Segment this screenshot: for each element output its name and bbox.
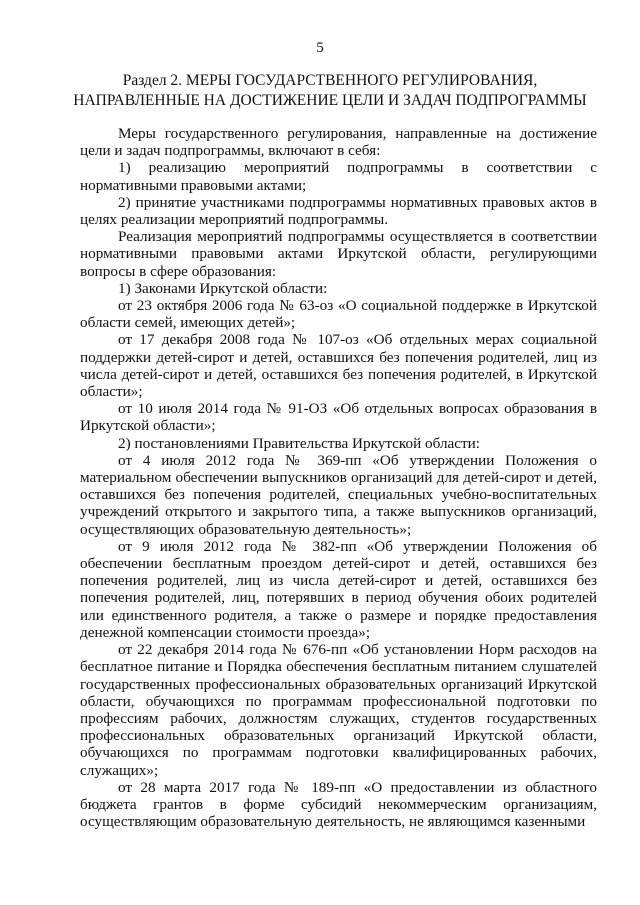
paragraph-resolution-676-pp: от 22 декабря 2014 года № 676-пп «Об установлении Норм расходов на бесплатное питание и Порядка обеспечения бесплатным питанием слушателей государственных профессиональных образовательных организаций Иркутской области, обучающихся по программам профессиональной подготовки по профессиям рабочих, должностям служащих, студентов государственных профессиональных образовательных организаций Иркутской области, обучающихся по программам подготовки квалифицированных рабочих, служащих»;	[80, 641, 597, 779]
paragraph-law-91-oz: от 10 июля 2014 года № 91-ОЗ «Об отдельных вопросах образования в Иркутской области»;	[80, 400, 597, 435]
paragraph-resolution-382-pp: от 9 июля 2012 года № 382-пп «Об утверждении Положения об обеспечении бесплатным проездом детей-сирот и детей, оставшихся без попечения родителей, лиц из числа детей-сирот и детей, оставшихся без попечения родителей, лиц, потерявших в период обучения обоих родителей или единственного родителя, а также о размере и порядке предоставления денежной компенсации стоимости проезда»;	[80, 537, 597, 641]
page-number: 5	[316, 40, 324, 56]
section-heading	[60, 71, 600, 110]
paragraph-law-107-oz: от 17 декабря 2008 года № 107-оз «Об отдельных мерах социальной поддержки детей-сирот и детей, оставшихся без попечения родителей, лиц из числа детей-сирот и детей, оставшихся без попечения родителей, в Иркутской области»;	[80, 331, 597, 401]
paragraph-resolutions-heading: 2) постановлениями Правительства Иркутской области:	[118, 434, 481, 452]
paragraph-resolution-189-pp: от 28 марта 2017 года № 189-пп «О предоставлении из областного бюджета грантов в форме субсидий некоммерческим организациям, осуществляющим образовательную деятельность, не являющимся казенными	[80, 778, 597, 831]
paragraph-intro: Меры государственного регулирования, направленные на достижение цели и задач подпрограммы, включают в себя:	[80, 125, 597, 160]
document-body	[80, 125, 597, 830]
paragraph-item-1: 1) реализацию мероприятий подпрограммы в соответствии с нормативными правовыми актами;	[80, 159, 597, 194]
paragraph-resolution-369-pp: от 4 июля 2012 года № 369-пп «Об утверждении Положения о материальном обеспечении выпускников организаций для детей-сирот и детей, оставшихся без попечения родителей, специальных учебно-воспитательных учреждений открытого и закрытого типа, а также выпускников организаций, осуществляющих образовательную деятельность»;	[80, 451, 597, 538]
paragraph-law-63-oz: от 23 октября 2006 года № 63-оз «О социальной поддержке в Иркутской области семей, имеющих детей»;	[80, 297, 597, 332]
paragraph-implementation: Реализация мероприятий подпрограммы осуществляется в соответствии нормативными правовыми актами Иркутской области, регулирующими вопросы в сфере образования:	[80, 228, 597, 280]
paragraph-laws-heading: 1) Законами Иркутской области:	[118, 279, 328, 297]
paragraph-item-2: 2) принятие участниками подпрограммы нормативных правовых актов в целях реализации мероприятий подпрограммы.	[80, 193, 597, 229]
section-heading-line-1: Раздел 2. МЕРЫ ГОСУДАРСТВЕННОГО РЕГУЛИРОВАНИЯ,	[122, 72, 538, 89]
section-heading-line-2: НАПРАВЛЕННЫЕ НА ДОСТИЖЕНИЕ ЦЕЛИ И ЗАДАЧ ПОДПРОГРАММЫ	[73, 91, 587, 109]
